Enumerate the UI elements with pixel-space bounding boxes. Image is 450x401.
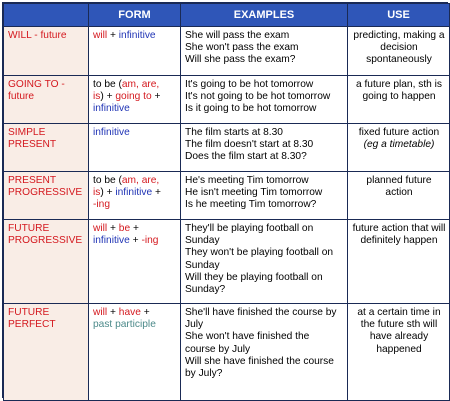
use-cell bbox=[348, 27, 450, 76]
form-line bbox=[93, 307, 177, 319]
tense-name: FUTURE PROGRESSIVE bbox=[4, 220, 89, 304]
form-segment: infinitive bbox=[93, 235, 130, 247]
example-sentence: It's not going to be hot tomorrow bbox=[185, 91, 331, 103]
example-sentence: Is it going to be hot tomorrow bbox=[185, 103, 317, 115]
example-sentence: course by July bbox=[185, 343, 251, 355]
form-line bbox=[93, 79, 177, 91]
example-sentence: Does the film start at 8.30? bbox=[185, 151, 307, 163]
example-sentence: Will they be playing football on bbox=[185, 271, 323, 283]
use-text: happened bbox=[376, 343, 422, 355]
use-text: definitely happen bbox=[360, 235, 438, 247]
form-cell bbox=[89, 76, 181, 124]
form-segment: + bbox=[107, 223, 119, 234]
table-row bbox=[4, 220, 450, 304]
use-text: going to happen bbox=[362, 91, 436, 103]
form-segment: + bbox=[107, 307, 119, 318]
form-segment: is bbox=[93, 91, 101, 103]
use-cell bbox=[348, 76, 450, 124]
form-line bbox=[93, 127, 177, 139]
form-segment: to be ( bbox=[93, 79, 122, 90]
form-segment: will bbox=[93, 307, 108, 318]
form-line bbox=[93, 187, 177, 199]
form-segment: am, are, bbox=[121, 175, 160, 186]
form-cell bbox=[89, 220, 181, 304]
form-line bbox=[93, 235, 177, 247]
form-segment: -ing bbox=[93, 199, 110, 211]
example-sentence: She won't have finished the bbox=[185, 331, 310, 343]
form-segment: have bbox=[118, 307, 141, 318]
examples-cell bbox=[181, 76, 348, 124]
header-tense bbox=[4, 4, 89, 27]
example-sentence: She won't pass the exam bbox=[185, 42, 299, 54]
form-segment: + bbox=[130, 223, 139, 234]
form-segment: will bbox=[93, 223, 108, 234]
example-sentence: He's meeting Tim tomorrow bbox=[185, 175, 309, 186]
use-text: predicting, making a bbox=[353, 30, 445, 41]
form-line bbox=[93, 103, 177, 115]
example-sentence: She will pass the exam bbox=[185, 30, 290, 41]
form-segment: infinitive bbox=[118, 30, 156, 41]
use-text: fixed future action bbox=[358, 127, 440, 138]
example-sentence: She'll have finished the course by bbox=[185, 307, 337, 318]
use-note: (eg a timetable) bbox=[363, 139, 435, 151]
tense-name: FUTURE PERFECT bbox=[4, 304, 89, 401]
use-cell bbox=[348, 304, 450, 401]
example-sentence: They won't be playing football on bbox=[185, 247, 334, 259]
example-sentence: The film starts at 8.30 bbox=[185, 127, 283, 138]
table-row bbox=[4, 124, 450, 172]
use-text: have already bbox=[369, 331, 429, 343]
form-segment: + bbox=[140, 307, 150, 318]
use-text: spontaneously bbox=[366, 54, 432, 66]
use-text: a future plan, sth is bbox=[355, 79, 443, 90]
header-examples: EXAMPLES bbox=[181, 4, 348, 27]
examples-cell bbox=[181, 172, 348, 220]
examples-cell bbox=[181, 27, 348, 76]
tense-name: WILL - future bbox=[4, 27, 89, 76]
table-row bbox=[4, 76, 450, 124]
use-text: future action that will bbox=[352, 223, 446, 234]
form-segment: is bbox=[93, 187, 101, 199]
tense-name: GOING TO - future bbox=[4, 76, 89, 124]
use-text: the future sth will bbox=[360, 319, 438, 331]
form-line bbox=[93, 223, 177, 235]
form-segment: going to bbox=[115, 91, 152, 103]
form-line bbox=[93, 199, 177, 211]
example-sentence: He isn't meeting Tim tomorrow bbox=[185, 187, 323, 199]
use-text: at a certain time in bbox=[357, 307, 441, 318]
form-segment: + bbox=[152, 187, 161, 199]
examples-cell bbox=[181, 220, 348, 304]
table-row bbox=[4, 172, 450, 220]
form-segment: + bbox=[129, 235, 142, 247]
future-tenses-table bbox=[3, 3, 450, 401]
example-sentence: July bbox=[185, 319, 204, 331]
use-text: planned future bbox=[366, 175, 432, 186]
form-cell bbox=[89, 27, 181, 76]
tenses-table-container bbox=[2, 2, 448, 398]
form-segment: + bbox=[107, 30, 119, 41]
table-row bbox=[4, 27, 450, 76]
examples-cell bbox=[181, 304, 348, 401]
tense-name: SIMPLE PRESENT bbox=[4, 124, 89, 172]
table-row bbox=[4, 304, 450, 401]
form-segment: -ing bbox=[141, 235, 159, 247]
form-segment: infinitive bbox=[93, 127, 130, 138]
form-cell bbox=[89, 124, 181, 172]
example-sentence: It's going to be hot tomorrow bbox=[185, 79, 314, 90]
header-form: FORM bbox=[89, 4, 181, 27]
form-segment: to be ( bbox=[93, 175, 122, 186]
use-text: decision bbox=[380, 42, 418, 54]
example-sentence: by July? bbox=[185, 368, 223, 380]
form-line bbox=[93, 319, 177, 331]
example-sentence: Sunday? bbox=[185, 284, 226, 296]
form-segment: infinitive bbox=[115, 187, 153, 199]
form-line bbox=[93, 91, 177, 103]
example-sentence: Will she have finished the course bbox=[185, 355, 334, 367]
tense-name: PRESENT PROGRESSIVE bbox=[4, 172, 89, 220]
form-segment: past participle bbox=[93, 319, 156, 331]
use-cell bbox=[348, 220, 450, 304]
form-segment: be bbox=[118, 223, 131, 234]
form-line bbox=[93, 175, 177, 187]
form-segment: infinitive bbox=[93, 103, 130, 115]
form-segment: ) + bbox=[100, 187, 116, 199]
example-sentence: The film doesn't start at 8.30 bbox=[185, 139, 314, 151]
use-text: action bbox=[385, 187, 413, 199]
form-segment: am, are, bbox=[121, 79, 160, 90]
form-cell bbox=[89, 304, 181, 401]
example-sentence: Sunday bbox=[185, 259, 220, 271]
use-cell bbox=[348, 172, 450, 220]
form-segment: + bbox=[151, 91, 161, 103]
form-cell bbox=[89, 172, 181, 220]
example-sentence: Is he meeting Tim tomorrow? bbox=[185, 199, 317, 211]
form-line bbox=[93, 30, 177, 42]
header-use: USE bbox=[348, 4, 450, 27]
header-row bbox=[4, 4, 450, 27]
use-cell bbox=[348, 124, 450, 172]
example-sentence: They'll be playing football on bbox=[185, 223, 314, 234]
example-sentence: Sunday bbox=[185, 235, 220, 247]
form-segment: will bbox=[93, 30, 108, 41]
form-segment: ) + bbox=[100, 91, 116, 103]
example-sentence: Will she pass the exam? bbox=[185, 54, 296, 66]
examples-cell bbox=[181, 124, 348, 172]
